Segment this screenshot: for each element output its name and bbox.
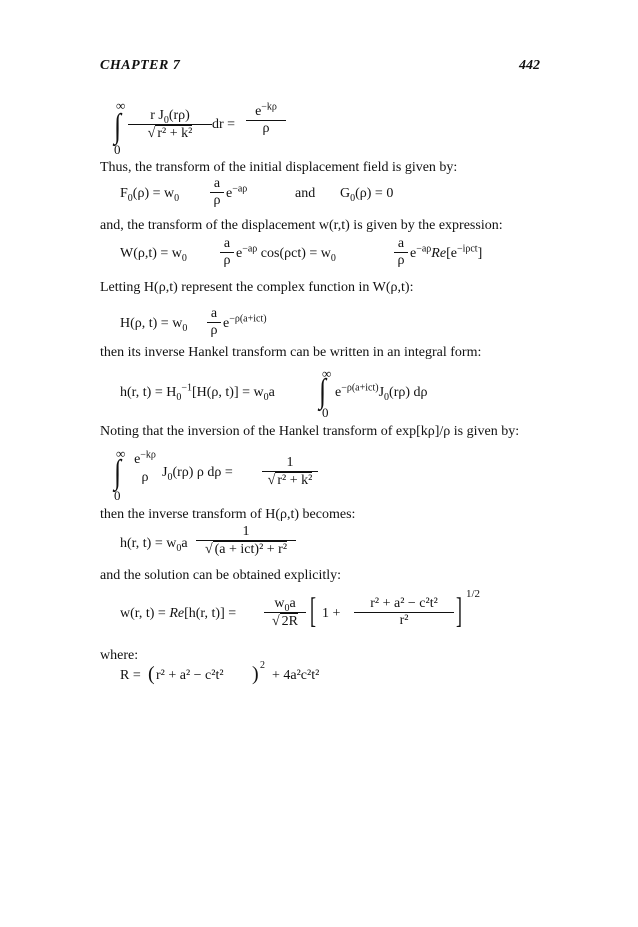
eq3-tail-close: ] [477,246,483,261]
eq2-frac-den: ρ [213,193,221,208]
eq1-upper-limit: ∞ [116,98,126,113]
eq8-power: 1/2 [466,588,481,600]
eq3-w-sub: 0 [181,252,187,264]
eq4-e: e [223,316,230,331]
eq3-e2: e [410,246,417,261]
eq1-integrand: r $J_0(r\rho)$ √ r² + k² [128,108,212,142]
eq7-w-sub: 0 [176,542,182,554]
paragraph-5: Noting that the inversion of the Hankel transform of exp[kρ]/ρ is given by: [100,424,520,439]
chapter-title: CHAPTER 7 [100,58,181,73]
eq7-lhs-text: h(r, t) = w [120,536,177,551]
eq3-e2-sup: −aρ [416,243,432,255]
eq2-f: F [120,186,128,201]
eq3-re: Re [431,246,447,261]
eq9-tail: + 4a²c²t² [272,668,320,683]
eq2-and: and [295,186,316,201]
eq7-rhs: 1 √ (a + ict)² + r² [196,524,296,558]
eq3-frac1-num: a [223,236,231,251]
eq2-g-tail: (ρ) = 0 [355,186,394,201]
eq5-tail: (rρ) dρ [389,385,428,400]
eq1-dr: dr = [212,117,236,132]
right-bracket: ] [456,590,462,630]
eq5-e-sup: −ρ(a+ict) [341,382,379,394]
eq5-a: a [268,385,275,400]
eq6-frac [130,449,160,486]
eq6-upper-limit: ∞ [116,446,126,461]
eq3-frac1 [220,236,234,269]
eq1-rhs-sup: −kρ [261,101,277,113]
eq6-rhs-num: 1 [286,455,294,470]
eq5-bracket: [H(ρ, t)] = w [191,385,264,400]
eq8-lhs-text: w(r, t) = [120,606,166,621]
eq4-e-sup: −ρ(a+ict) [229,313,267,325]
eq6-j: J [162,465,168,480]
eq1-integrand-den: r² + k² [157,126,193,141]
eq6-j-sub: 0 [167,471,173,483]
eq2-frac [210,176,224,209]
paragraph-3: Letting H(ρ,t) represent the complex function in W(ρ,t): [100,280,414,295]
page-header [100,58,540,80]
eq9-body: r² + a² − c²t² [156,668,224,683]
eq8-frac: $w_0a$ √ 2R [264,596,306,630]
eq3-frac1-den: ρ [223,253,231,268]
eq3-tail-open: [e [446,246,457,261]
eq7-rhs-num: 1 [242,524,250,539]
eq4-lhs-text: H(ρ, t) = w [120,316,183,331]
eq8-inner-num: r² + a² − c²t² [370,596,438,611]
integral-sign: ∫ [114,454,121,491]
eq1-sub: 0 [163,114,169,126]
eq8-frac-num: w [274,596,285,611]
eq5-upper-limit: ∞ [322,366,332,381]
eq8-lhs [120,606,236,622]
eq8-inner-den: r² [399,613,409,628]
eq3-frac2-den: ρ [397,253,405,268]
eq7-a: a [181,536,188,551]
paragraph-6: then the inverse transform of H(ρ,t) becomes: [100,507,356,522]
eq8-one-plus: 1 + [322,606,341,621]
integral-sign: ∫ [319,373,326,410]
eq4-exp [223,313,267,332]
eq7-lhs [120,536,188,552]
eq6-frac-num: e [134,452,141,467]
eq3-w2-sub: 0 [330,252,336,264]
eq7-rhs-den: (a + ict)² + r² [214,542,288,557]
eq6-frac-den: ρ [141,470,149,485]
paragraph-2: and, the transform of the displacement w(r,t) is given by the expression: [100,218,503,233]
eq6-lower-limit: 0 [114,488,121,503]
left-bracket: [ [310,590,316,630]
eq8-frac-num-sub: 0 [284,602,290,614]
eq2-lhs [120,186,179,202]
eq4-lhs [120,316,187,332]
eq3-tail-sup: −iρct [456,243,478,255]
eq4-w-sub: 0 [182,322,188,334]
eq8-frac-num-tail: a [289,596,296,611]
eq4-frac [207,306,221,339]
eq2-f-sub: 0 [127,192,133,204]
eq2-exp-base: e [226,186,233,201]
eq1-lower-limit: 0 [114,142,121,157]
left-paren: ( [148,663,155,685]
eq1-integrand-tail: (rρ) [168,108,190,123]
integral-sign: ∫ [114,108,121,145]
eq2-frac-num: a [213,176,221,191]
eq3-tail [410,243,483,262]
eq2-f-arg: (ρ) = w [132,186,175,201]
eq3-e1-sup: −aρ [242,243,258,255]
eq2-w-sub: 0 [174,192,180,204]
eq5-lhs-text: h(r, t) = H [120,385,177,400]
eq3-lhs [120,246,187,262]
eq8-inner [354,596,454,629]
eq8-frac-den: 2R [281,614,299,629]
eq5-lower-limit: 0 [322,405,329,420]
eq6-rhs-den: r² + k² [277,473,313,488]
eq3-mid-text: cos(ρct) = w [260,246,331,261]
eq5-j: J [378,385,385,400]
eq9-lhs: R = [120,668,141,683]
paragraph-1: Thus, the transform of the initial displacement field is given by: [100,160,458,175]
eq2-exp-sup: −aρ [232,183,248,195]
eq8-re: Re [169,606,185,621]
eq8-re-tail: [h(r, t)] = [184,606,237,621]
eq1-integrand-num: r J [150,108,164,123]
eq1-rhs-den: ρ [262,121,270,136]
eq6-mid [162,465,233,481]
eq9-sq: 2 [260,660,265,671]
eq6-frac-num-sup: −kρ [140,449,156,461]
eq3-mid [236,243,336,264]
eq2-g: G [340,186,351,201]
eq5-h-sub: 0 [176,391,182,403]
eq5-j-sub: 0 [384,391,390,403]
eq4-frac-num: a [210,306,218,321]
eq3-e1: e [236,246,243,261]
eq5-integrand [335,382,428,403]
eq6-rhs: 1 √ r² + k² [262,455,318,489]
eq5-e: e [335,385,342,400]
paragraph-8: where: [100,648,139,663]
eq3-frac2-num: a [397,236,405,251]
eq5-lhs [120,382,275,403]
paragraph-4: then its inverse Hankel transform can be written in an integral form: [100,345,482,360]
eq2-g-sub: 0 [350,192,356,204]
eq5-w-sub: 0 [263,391,269,403]
eq1-rhs-num: e [255,104,262,119]
eq3-lhs-text: W(ρ,t) = w [120,246,182,261]
eq5-h-sup: −1 [181,382,192,394]
eq4-frac-den: ρ [210,323,218,338]
page-number: 442 [519,58,540,73]
eq2-rhs [340,186,393,202]
eq1-rhs [246,101,286,137]
right-paren: ) [252,663,259,685]
eq6-mid-text: (rρ) ρ dρ = [172,465,233,480]
paragraph-7: and the solution can be obtained explicitly: [100,568,342,583]
eq2-exp [226,183,248,202]
eq3-frac2 [394,236,408,269]
